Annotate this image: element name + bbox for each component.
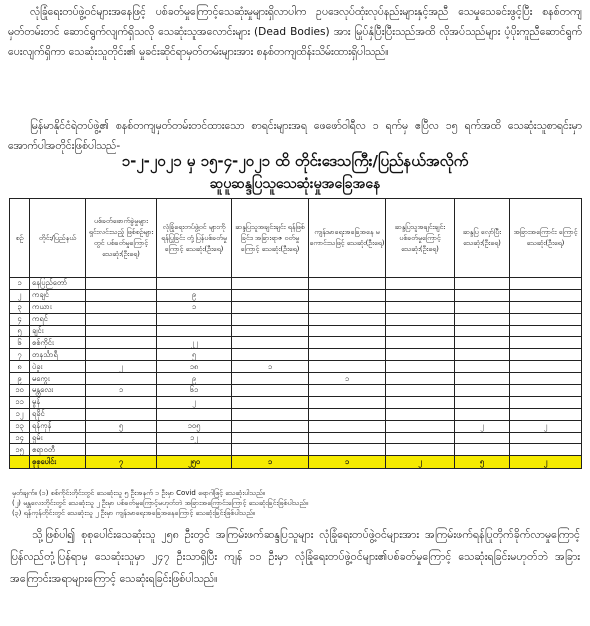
table-cell — [157, 408, 232, 420]
table-cell — [232, 337, 309, 349]
table-cell: ၃ — [10, 301, 30, 313]
note-line: (၃) ရန်ကုန်တိုင်းတွင် သေဆုံးသူ ၂ ဦးမှာ ကျန်းမာရေးအခြေအနေကြောင့် သေဆုံးခြင်းဖြစ်ပါသည်။ — [12, 509, 256, 517]
table-cell — [455, 385, 510, 397]
table-cell — [309, 444, 386, 456]
table-row — [10, 278, 582, 290]
table-cell — [86, 289, 157, 301]
table-cell — [86, 313, 157, 325]
table-cell — [386, 432, 455, 444]
region-name-cell: ပဲခူး — [30, 361, 86, 373]
table-cell — [510, 337, 582, 349]
table-row — [10, 396, 582, 408]
column-header: ဆန္ဒပြသူအချင်းချင်း ပစ်ခတ်မှုကြောင့် သေဆုံး(ဦးရေ) — [386, 199, 455, 278]
table-cell — [386, 337, 455, 349]
table-cell: ၁ — [232, 361, 309, 373]
table-cell — [157, 325, 232, 337]
table-cell — [157, 313, 232, 325]
table-cell — [510, 373, 582, 385]
table-cell — [510, 278, 582, 290]
table-cell: ၁၂ — [10, 408, 30, 420]
table-cell — [510, 408, 582, 420]
table-cell: ၂ — [510, 420, 582, 432]
region-name-cell: ရှမ်း — [30, 432, 86, 444]
table-cell: ၅ — [86, 420, 157, 432]
table-cell — [510, 361, 582, 373]
column-header: ပစ်ခတ်ဖောက်ခွဲမှုများ ရှင်းလင်းသည့် ဖြစ်စဉ်များတွင် ပစ်ခတ်မှုကြောင့် သေဆုံး(ဦးရေ) — [86, 199, 157, 278]
table-row — [10, 313, 582, 325]
table-cell — [232, 289, 309, 301]
column-header: အခြားအကြောင်း ကြောင့် သေဆုံး(ဦးရေ) — [510, 199, 582, 278]
table-header-row — [10, 199, 582, 278]
table-cell — [86, 325, 157, 337]
table-cell — [386, 301, 455, 313]
region-name-cell: ကရင် — [30, 313, 86, 325]
table-cell: ၂ — [86, 361, 157, 373]
column-header: တိုင်း/ပြည်နယ် — [30, 199, 86, 278]
table-cell — [309, 420, 386, 432]
total-cell: ၇ — [86, 456, 157, 469]
table-cell — [86, 396, 157, 408]
table-cell — [455, 444, 510, 456]
table-cell — [309, 385, 386, 397]
table-row — [10, 432, 582, 444]
table-cell — [510, 432, 582, 444]
region-name-cell: နေပြည်တော် — [30, 278, 86, 290]
note-line: (၂) မန္တလေးတိုင်းတွင် သေဆုံးသူ ၂ ဦးမှာ ပစ်ခတ်မှုကြောင့်မဟုတ်ဘဲ အခြားအကြောင်းကြောင့် သေဆုံးခြင်းဖြစ်ပါသည်။ — [12, 499, 309, 507]
total-cell: ၁ — [232, 456, 309, 469]
table-cell — [86, 373, 157, 385]
table-cell — [309, 337, 386, 349]
column-header: ဆန္ဒပြ လှော်ပြီး သေဆုံး(ဦးရေ) — [455, 199, 510, 278]
region-name-cell: ချင်း — [30, 325, 86, 337]
table-cell — [455, 396, 510, 408]
table-cell — [157, 444, 232, 456]
table-cell: ၁ — [157, 301, 232, 313]
table-cell: ၁ — [309, 373, 386, 385]
table-cell: ၁၄ — [10, 432, 30, 444]
table-cell: ၁၀ — [10, 385, 30, 397]
table-cell: ၂ — [455, 420, 510, 432]
table-cell — [510, 444, 582, 456]
table-cell: ၈ — [10, 361, 30, 373]
table-cell — [309, 396, 386, 408]
table-cell: ၂၂ — [157, 337, 232, 349]
table-cell — [455, 361, 510, 373]
table-cell — [386, 396, 455, 408]
table-row — [10, 361, 582, 373]
table-cell: ၂ — [10, 289, 30, 301]
table-cell: ၅ — [10, 325, 30, 337]
column-header: ကျန်းမာရေးအခြေအနေ မကောင်းသဖြင့် သေဆုံး(ဦးရေ) — [309, 199, 386, 278]
table-cell — [455, 313, 510, 325]
total-cell: ၅ — [455, 456, 510, 469]
table-cell — [386, 278, 455, 290]
total-row — [10, 456, 582, 469]
total-cell: ၂၅၀ — [157, 456, 232, 469]
table-cell: ၁ — [10, 278, 30, 290]
column-header: စဉ် — [10, 199, 30, 278]
total-cell — [10, 456, 30, 469]
table-row — [10, 301, 582, 313]
table-row — [10, 420, 582, 432]
data-paragraph: မြန်မာနိုင်ငံရဲတပ်ဖွဲ့၏ စနစ်တကျမှတ်တမ်းတင်ထားသော စာရင်းများအရ ဖေဖော်ဝါရီလ ၁ ရက်မှ ဧပြီလ ၁၅ ရက်အထိ သေဆုံးသူစာရင်းမှာ အောက်ပါအတိုင်းဖြစ်ပါသည်- — [8, 120, 582, 152]
table-cell — [86, 444, 157, 456]
table-cell — [455, 408, 510, 420]
table-cell — [510, 385, 582, 397]
table-cell — [455, 337, 510, 349]
table-cell — [455, 278, 510, 290]
table-cell — [386, 289, 455, 301]
table-cell — [232, 301, 309, 313]
table-cell — [309, 361, 386, 373]
table-cell — [232, 325, 309, 337]
table-cell — [386, 349, 455, 361]
region-name-cell: ကယား — [30, 301, 86, 313]
region-name-cell: ရန်ကုန် — [30, 420, 86, 432]
region-name-cell: ရခိုင် — [30, 408, 86, 420]
table-cell: ၁၃ — [10, 420, 30, 432]
table-cell: ၂ — [157, 396, 232, 408]
table-cell — [232, 313, 309, 325]
intro-paragraph: လုံခြုံရေးတပ်ဖွဲ့ဝင်များအနေဖြင့် ပစ်ခတ်မှုကြောင့်သေဆုံးမှုများရှိလာပါက ဥပဒေလုပ်ထုံးလုပ်နည်းများနှင့်အညီ သေမှုသေခင်းဖွင့်ပြီး စနစ်တကျမှတ်တမ်းတင် ဆောင်ရွက်လျက်ရှိသလို သေဆုံးသူအလောင်းများ (Dead Bodies) အား မြုပ်နှံပြီးပြီးသည်အထိ လိုအပ်သည်များ ပံ့ပိုးကူညီဆောင်ရွက်ပေးလျက်ရှိကာ သေဆုံးသူတိုင်း၏ မှုခင်းဆိုင်ရာမှတ်တမ်းများအား စနစ်တကျထိန်းသိမ်းထားရှိပါသည်။ — [8, 6, 582, 58]
region-name-cell: ဧရာဝတီ — [30, 444, 86, 456]
table-cell: ၇ — [10, 349, 30, 361]
table-row — [10, 325, 582, 337]
table-cell — [386, 361, 455, 373]
table-cell: ၄ — [10, 313, 30, 325]
table-cell — [386, 313, 455, 325]
region-name-cell: မန္တလေး — [30, 385, 86, 397]
table-cell — [232, 408, 309, 420]
region-name-cell: မွန် — [30, 396, 86, 408]
summary-paragraph: သို့ဖြစ်ပါ၍ စုစုပေါင်းသေဆုံးသူ ၂၅၈ ဦးတွင် အကြမ်းဖက်ဆန္ဒပြသူများ လုံခြုံရေးတပ်ဖွဲ့ဝင်များအား အကြမ်းဖက်ရန်ပြုတိုက်ခိုက်လာမှုကြောင့် ပြန်လည်တုံ့ပြန်ရာမှ သေဆုံးသူမှာ ၂၄၇ ဦးသာရှိပြီး ကျန် ၁၁ ဦးမှာ လုံခြုံရေးတပ်ဖွဲ့ဝင်များ၏ပစ်ခတ်မှုကြောင့် သေဆုံးရခြင်းမဟုတ်ဘဲ အခြားအကြောင်းအရာများကြောင့် သေဆုံးရခြင်းဖြစ်ပါသည်။ — [10, 528, 580, 585]
table-cell — [510, 301, 582, 313]
table-cell — [232, 385, 309, 397]
table-cell: ၅ — [157, 349, 232, 361]
table-cell — [86, 432, 157, 444]
casualty-table — [9, 198, 582, 469]
table-cell — [232, 444, 309, 456]
table-cell: ၁၂ — [157, 432, 232, 444]
table-cell — [309, 313, 386, 325]
table-title: ၁-၂-၂၀၂၁ မှ ၁၅-၄-၂၀၂၁ ထိ တိုင်းဒေသကြီး/ပြည်နယ်အလိုက် — [121, 152, 469, 170]
table-cell — [386, 373, 455, 385]
table-cell — [510, 396, 582, 408]
total-cell: ၁ — [309, 456, 386, 469]
table-cell — [309, 325, 386, 337]
table-notes — [12, 488, 582, 518]
region-name-cell: မကွေး — [30, 373, 86, 385]
table-cell — [386, 385, 455, 397]
table-cell — [386, 420, 455, 432]
region-name-cell: တနင်္သာရီ — [30, 349, 86, 361]
table-cell: ၁၅ — [10, 444, 30, 456]
table-cell — [510, 325, 582, 337]
table-row — [10, 289, 582, 301]
table-cell — [386, 325, 455, 337]
table-cell — [455, 432, 510, 444]
table-cell — [455, 301, 510, 313]
table-row — [10, 337, 582, 349]
table-cell: ၆ — [10, 337, 30, 349]
table-cell — [386, 408, 455, 420]
table-cell — [510, 289, 582, 301]
table-body — [10, 278, 582, 469]
table-cell: ၁၈ — [157, 361, 232, 373]
column-header: ဆန္ဒပြသူအချင်းချင်း ရန်ဖြစ်ခြင်း၊ အခြားရာဇ ဝတ်မှုကြောင့် သေဆုံး(ဦးရေ) — [232, 199, 309, 278]
region-name-cell: စစ်ကိုင်း — [30, 337, 86, 349]
table-row — [10, 444, 582, 456]
total-cell: ၂ — [510, 456, 582, 469]
region-name-cell: ကချင် — [30, 289, 86, 301]
table-cell — [86, 301, 157, 313]
table-cell — [455, 349, 510, 361]
table-cell — [232, 278, 309, 290]
table-cell: ၆၁ — [157, 385, 232, 397]
table-cell — [86, 278, 157, 290]
note-line: မှတ်ချက်။ (၁) စစ်ကိုင်းတိုင်းတွင် သေဆုံးသူ ၅ ဦးအနက် ၁ ဦးမှာ Covid ရောဂါဖြင့် သေဆုံးပါသည်။ — [12, 489, 265, 497]
table-cell — [455, 373, 510, 385]
table-cell — [232, 396, 309, 408]
table-subtitle: ဆူပူဆန္ဒပြသူသေဆုံးမှုအခြေအနေ — [209, 176, 381, 192]
total-cell: ၂ — [386, 456, 455, 469]
table-row — [10, 373, 582, 385]
table-cell — [510, 313, 582, 325]
table-row — [10, 385, 582, 397]
table-cell: ၁ — [86, 385, 157, 397]
table-cell — [309, 432, 386, 444]
table-cell — [86, 337, 157, 349]
table-cell: ၁၁ — [10, 396, 30, 408]
table-cell — [309, 349, 386, 361]
table-cell — [455, 325, 510, 337]
table-cell: ၁၀၅ — [157, 420, 232, 432]
column-header: လုံခြုံရေးတပ်ဖွဲ့ဝင် များကိုရန်ပြုခြင်း တုံ့ပြန်ပစ်ခတ်မှု ကြောင့် သေဆုံး(ဦးရေ) — [157, 199, 232, 278]
table-cell — [309, 278, 386, 290]
table-cell — [86, 349, 157, 361]
table-cell — [309, 408, 386, 420]
table-cell — [86, 408, 157, 420]
table-cell — [232, 432, 309, 444]
total-label-cell: စုစုပေါင်း — [30, 456, 86, 469]
table-cell — [232, 373, 309, 385]
table-cell — [157, 278, 232, 290]
table-row — [10, 349, 582, 361]
table-cell — [510, 349, 582, 361]
table-cell — [232, 420, 309, 432]
table-cell: ၉ — [10, 373, 30, 385]
table-cell: ၉ — [157, 373, 232, 385]
table-cell — [386, 444, 455, 456]
table-cell — [455, 289, 510, 301]
table-cell: ၉ — [157, 289, 232, 301]
table-row — [10, 408, 582, 420]
table-cell — [309, 301, 386, 313]
table-cell — [309, 289, 386, 301]
table-cell — [232, 349, 309, 361]
